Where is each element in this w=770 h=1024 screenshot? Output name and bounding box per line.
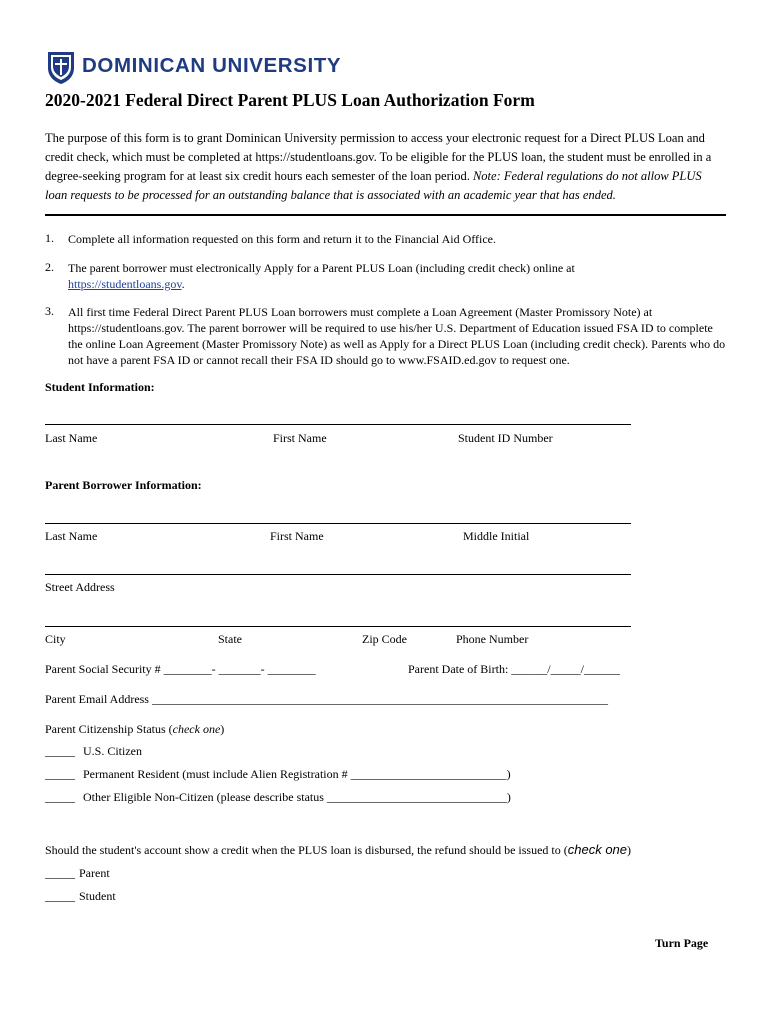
parent-info-heading: Parent Borrower Information:: [45, 478, 202, 492]
citizenship-option-label: U.S. Citizen: [83, 744, 142, 758]
citizenship-checkbox-blank[interactable]: _____: [45, 744, 75, 758]
street-address-line[interactable]: [45, 574, 631, 575]
instruction-text: The parent borrower must electronically Apply for a Parent PLUS Loan (including credit check) online at: [68, 261, 575, 275]
phone-number-label: Phone Number: [456, 632, 529, 646]
zip-code-label: Zip Code: [362, 632, 407, 646]
citizenship-heading: [45, 722, 224, 737]
student-info-heading: Student Information:: [45, 380, 155, 394]
state-label: State: [218, 632, 242, 646]
parent-first-name-label: First Name: [270, 529, 324, 543]
refund-checkbox-blank[interactable]: _____: [45, 889, 75, 903]
parent-name-line[interactable]: [45, 523, 631, 524]
turn-page-label: Turn Page: [655, 936, 709, 950]
street-address-label: Street Address: [45, 580, 115, 594]
parent-middle-initial-label: Middle Initial: [463, 529, 530, 543]
check-one-hint: check one: [567, 842, 628, 857]
studentloans-link[interactable]: https://studentloans.gov: [68, 277, 182, 291]
student-first-name-label: First Name: [273, 431, 327, 445]
city-state-line[interactable]: [45, 626, 631, 627]
instruction-period: .: [181, 277, 185, 291]
citizenship-checkbox-blank[interactable]: _____: [45, 790, 75, 804]
refund-option-label: Parent: [79, 866, 110, 880]
refund-question: [45, 842, 631, 858]
citizenship-heading-close: ): [220, 722, 225, 736]
ssn-field[interactable]: Parent Social Security # ________- _______- ________: [45, 662, 316, 676]
logo-wordmark: DOMINICAN UNIVERSITY: [82, 54, 342, 77]
intro-paragraph: [45, 129, 725, 205]
instruction-item: [68, 260, 728, 292]
intro-note: Note: Federal regulations do not allow PLUS loan requests to be processed for an outstanding balance that is associated with an academic year that has ended.: [45, 169, 702, 202]
instruction-number: 3.: [45, 304, 54, 318]
student-last-name-label: Last Name: [45, 431, 98, 445]
student-id-label: Student ID Number: [458, 431, 553, 445]
citizenship-checkbox-blank[interactable]: _____: [45, 767, 75, 781]
email-field[interactable]: Parent Email Address ____________________________________________________________________________: [45, 692, 608, 706]
refund-option-label: Student: [79, 889, 116, 903]
check-one-hint: check one: [172, 722, 221, 736]
parent-last-name-label: Last Name: [45, 529, 98, 543]
citizenship-option-label: Other Eligible Non-Citizen (please describe status ______________________________): [83, 790, 511, 804]
city-label: City: [45, 632, 66, 646]
divider: [45, 214, 726, 216]
instruction-number: 2.: [45, 260, 54, 274]
form-title: 2020-2021 Federal Direct Parent PLUS Loan Authorization Form: [45, 90, 535, 110]
instruction-text: All first time Federal Direct Parent PLUS Loan borrowers must complete a Loan Agreement (Master Promissory Note) at https://studentloans.gov. The parent borrower will be required to use his/her U.S. Department of Education issued FSA ID to complete the online Loan Agreement (Master Promissory Note) as well as Apply for a Direct PLUS Loan (including credit check). Parents who do not have a parent FSA ID or cannot recall their FSA ID should go to www.FSAID.ed.gov to request one.: [68, 305, 726, 367]
dob-field[interactable]: Parent Date of Birth: ______/_____/______: [408, 662, 620, 676]
citizenship-option-label: Permanent Resident (must include Alien Registration # __________________________): [83, 767, 511, 781]
citizenship-heading-text: Parent Citizenship Status (: [45, 722, 173, 736]
refund-question-text: Should the student's account show a credit when the PLUS loan is disbursed, the refund should be issued to (: [45, 843, 568, 857]
instruction-text: Complete all information requested on this form and return it to the Financial Aid Office.: [68, 232, 497, 246]
shield-crest-icon: [46, 50, 76, 86]
intro-text: The purpose of this form is to grant Dominican University permission to access your electronic request for a Direct PLUS Loan and credit check, which must be completed at https://studentloans.gov. To be eligible for the PLUS loan, the student must be enrolled in a degree-seeking program for at least six credit hours each semester of the loan period.: [45, 131, 712, 183]
refund-checkbox-blank[interactable]: _____: [45, 866, 75, 880]
instruction-number: 1.: [45, 231, 54, 245]
student-name-line[interactable]: [45, 424, 631, 425]
refund-question-close: ): [627, 843, 632, 857]
